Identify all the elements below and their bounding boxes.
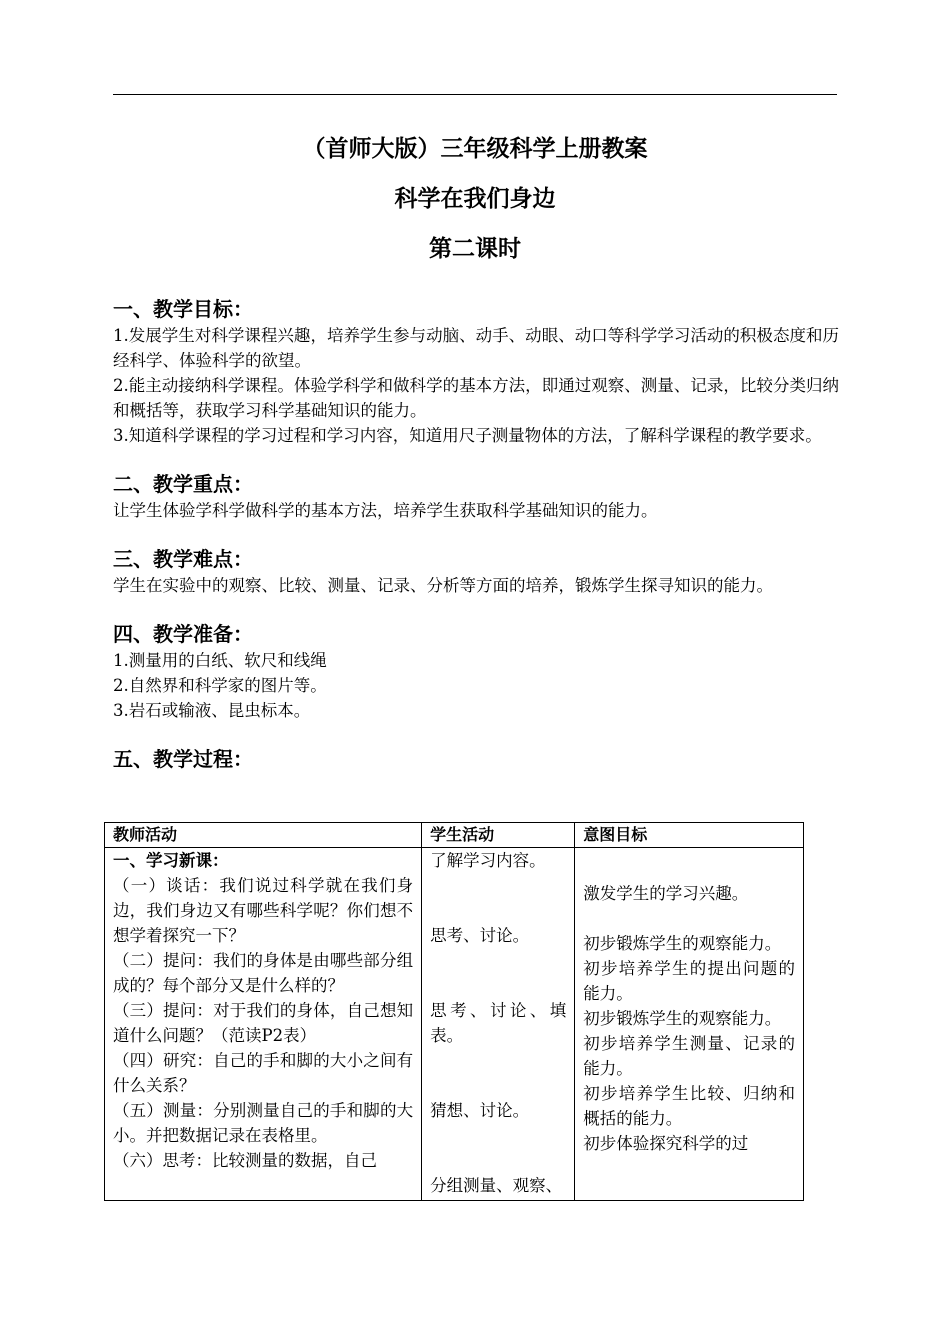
objective-item: 1.发展学生对科学课程兴趣，培养学生参与动脑、动手、动眼、动口等科学学习活动的积极态度和历经科学、体验科学的欲望。 bbox=[113, 326, 839, 370]
lesson-subtitle: 科学在我们身边 bbox=[394, 186, 556, 212]
table-header-row bbox=[105, 823, 804, 848]
teacher-step: （四）研究：自己的手和脚的大小之间有什么关系？ bbox=[113, 1051, 414, 1095]
intent-item bbox=[583, 906, 795, 931]
preparation-item: 2.自然界和科学家的图片等。 bbox=[113, 676, 327, 695]
preparation-item: 1.测量用的白纸、软尺和线绳 bbox=[113, 651, 327, 670]
student-step: 猜想、讨论。 bbox=[430, 1101, 530, 1120]
intent-item bbox=[583, 848, 795, 873]
student-step: 思考、讨论、填表。 bbox=[430, 1001, 567, 1045]
difficulty-text: 学生在实验中的观察、比较、测量、记录、分析等方面的培养，锻炼学生探寻知识的能力。 bbox=[113, 576, 773, 595]
intent-item: 初步体验探究科学的过 bbox=[583, 1134, 749, 1153]
key-point-text: 让学生体验学科学做科学的基本方法，培养学生获取科学基础知识的能力。 bbox=[113, 501, 658, 520]
student-step bbox=[430, 948, 566, 973]
intent-item: 初步培养学生的提出问题的能力。 bbox=[583, 959, 795, 1003]
student-step bbox=[430, 1123, 566, 1148]
section-heading: 五、教学过程： bbox=[113, 747, 253, 771]
section-process bbox=[113, 745, 839, 773]
intent-item: 激发学生的学习兴趣。 bbox=[583, 884, 749, 903]
section-heading: 三、教学难点： bbox=[113, 547, 253, 571]
teacher-step: （二）提问：我们的身体是由哪些部分组成的？每个部分又是什么样的？ bbox=[113, 951, 414, 995]
student-step: 了解学习内容。 bbox=[430, 851, 546, 870]
student-step bbox=[430, 1148, 566, 1173]
student-step bbox=[430, 1073, 566, 1098]
student-activity-cell bbox=[422, 848, 575, 1201]
student-step bbox=[430, 973, 566, 998]
student-step bbox=[430, 898, 566, 923]
student-step bbox=[430, 1048, 566, 1073]
header-student-activity: 学生活动 bbox=[422, 823, 575, 848]
section-key-points bbox=[113, 470, 839, 523]
section-preparation bbox=[113, 620, 839, 723]
objective-item: 3.知道科学课程的学习过程和学习内容，知道用尺子测量物体的方法，了解科学课程的教学要求。 bbox=[113, 426, 822, 445]
teacher-step: （一）谈话：我们说过科学就在我们身边，我们身边又有哪些科学呢？你们想不想学着探究一下？ bbox=[113, 876, 414, 945]
teacher-step: （六）思考：比较测量的数据，自己 bbox=[113, 1151, 377, 1170]
lesson-period: 第二课时 bbox=[429, 236, 521, 262]
student-step bbox=[430, 873, 566, 898]
intent-goal-cell bbox=[575, 848, 804, 1201]
teacher-step: （五）测量：分别测量自己的手和脚的大小。并把数据记录在表格里。 bbox=[113, 1101, 414, 1145]
teacher-step: （三）提问：对于我们的身体，自己想知道什么问题？（范读P2表） bbox=[113, 1001, 414, 1045]
student-step: 分组测量、观察、 bbox=[430, 1176, 563, 1195]
preparation-item: 3.岩石或输液、昆虫标本。 bbox=[113, 701, 311, 720]
intent-item: 初步培养学生比较、归纳和概括的能力。 bbox=[583, 1084, 795, 1128]
section-difficulties bbox=[113, 545, 839, 598]
section-heading: 四、教学准备： bbox=[113, 622, 253, 646]
header-teacher-activity: 教师活动 bbox=[105, 823, 422, 848]
teacher-activity-cell bbox=[105, 848, 422, 1201]
section-heading: 二、教学重点： bbox=[113, 472, 253, 496]
document-title: （首师大版）三年级科学上册教案 bbox=[302, 136, 648, 162]
teaching-process-table bbox=[104, 822, 804, 1201]
lesson-plan-body bbox=[113, 295, 839, 773]
objective-item: 2.能主动接纳科学课程。体验学科学和做科学的基本方法，即通过观察、测量、记录，比较分类归纳和概括等，获取学习科学基础知识的能力。 bbox=[113, 376, 839, 420]
intent-item: 初步锻炼学生的观察能力。 bbox=[583, 1009, 782, 1028]
table-row bbox=[105, 848, 804, 1201]
header-intent-goal: 意图目标 bbox=[575, 823, 804, 848]
intent-item: 初步培养学生测量、记录的能力。 bbox=[583, 1034, 795, 1078]
teacher-step: 一、学习新课： bbox=[113, 851, 229, 870]
student-step: 思考、讨论。 bbox=[430, 926, 530, 945]
intent-item: 初步锻炼学生的观察能力。 bbox=[583, 934, 782, 953]
section-heading: 一、教学目标： bbox=[113, 297, 253, 321]
section-objectives bbox=[113, 295, 839, 448]
header-rule bbox=[113, 94, 837, 95]
